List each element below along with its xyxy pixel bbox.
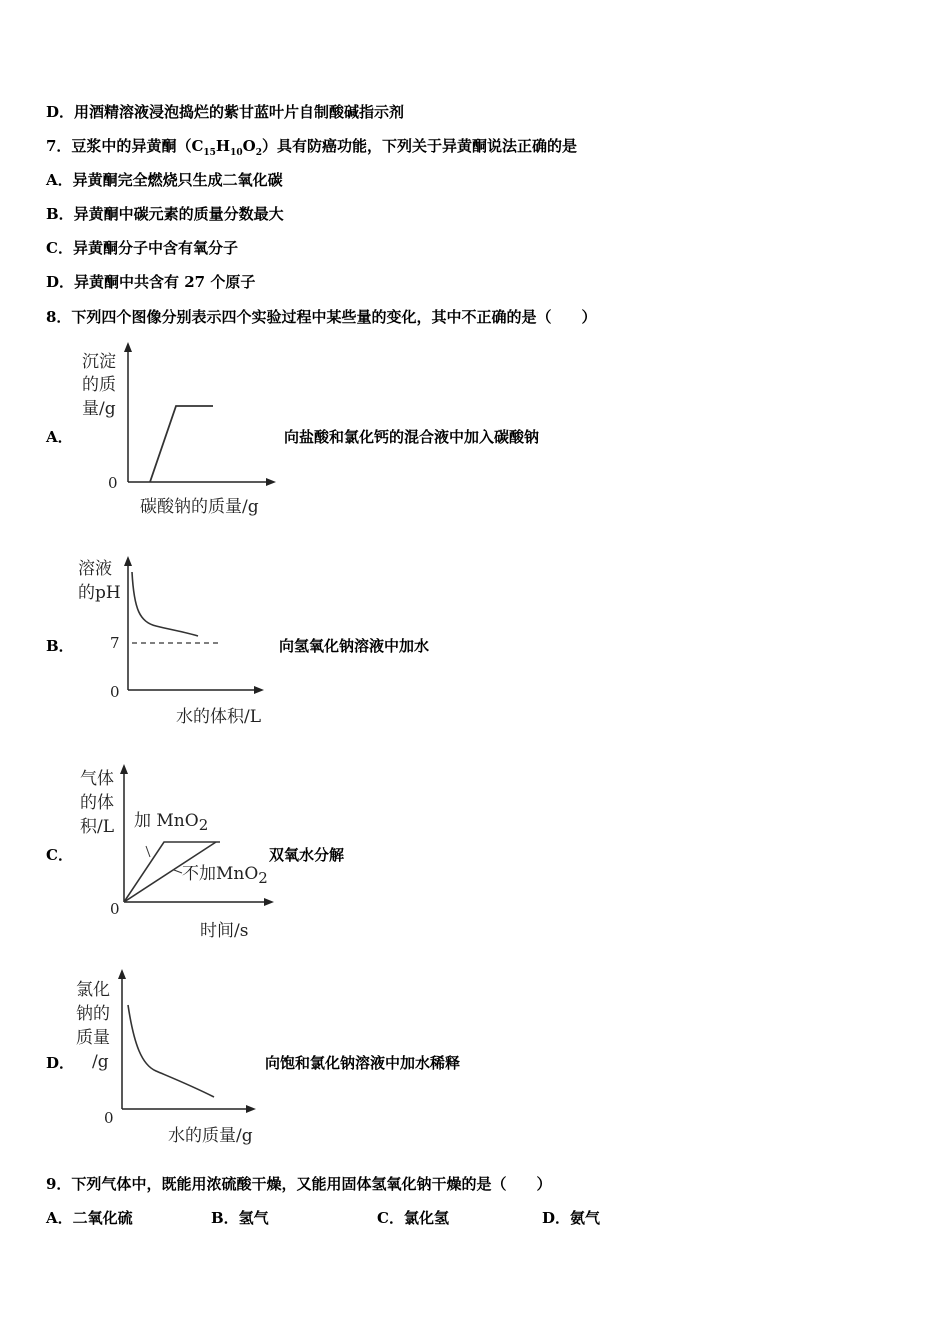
graph-a-ylabel-2: 的质 bbox=[82, 375, 116, 395]
graph-a-xlabel: 碳酸钠的质量/g bbox=[140, 497, 259, 517]
graph-c-xlabel: 时间/s bbox=[200, 921, 249, 941]
graph-c-x-arrow bbox=[264, 898, 274, 906]
graph-d-x-arrow bbox=[246, 1105, 256, 1113]
graph-b-xlabel: 水的体积/L bbox=[176, 707, 262, 727]
graph-c-curve-label-2: 不加MnO2 bbox=[182, 864, 268, 887]
q8-option-c-description: 双氧水分解 bbox=[269, 846, 345, 864]
q8-graph-c bbox=[70, 760, 290, 945]
graph-a-ylabel-3: 量/g bbox=[82, 399, 116, 419]
q8-option-d-label: D． bbox=[46, 1054, 75, 1072]
q7-stem-prefix: 7．豆浆中的异黄酮（C bbox=[46, 137, 204, 155]
graph-d-curve bbox=[128, 1005, 214, 1097]
graph-a-y-arrow bbox=[124, 342, 132, 352]
q7-option-c: C．异黄酮分子中含有氧分子 bbox=[46, 239, 238, 257]
q8-graph-a bbox=[70, 340, 290, 525]
q7-sub-2: 10 bbox=[230, 148, 243, 158]
graph-c-ylabel-3: 积/L bbox=[80, 817, 115, 837]
graph-b-ylabel-2: 的pH bbox=[78, 583, 121, 603]
graph-a-ylabel-1: 沉淀 bbox=[82, 352, 116, 372]
graph-a-curve bbox=[150, 406, 213, 482]
graph-b-tick-7: 7 bbox=[110, 634, 120, 652]
q7-mid-2: O bbox=[242, 137, 256, 155]
graph-c-curve-label-1: 加 MnO2 bbox=[134, 811, 209, 834]
graph-a-origin: 0 bbox=[108, 474, 118, 492]
q7-mid-1: H bbox=[215, 137, 231, 155]
q9-option-d: D．氨气 bbox=[542, 1209, 601, 1227]
graph-d-y-arrow bbox=[118, 969, 126, 979]
q7-option-d: D．异黄酮中共含有 27 个原子 bbox=[46, 273, 256, 291]
graph-c-pointer-1 bbox=[146, 846, 150, 857]
q7-option-a: A．异黄酮完全燃烧只生成二氧化碳 bbox=[46, 171, 283, 189]
graph-c-pointer-2 bbox=[174, 870, 182, 873]
q7-sub-3: 2 bbox=[255, 148, 262, 158]
graph-c-origin: 0 bbox=[110, 900, 120, 918]
q7-stem bbox=[46, 136, 577, 163]
q7-stem-suffix: ）具有防癌功能，下列关于异黄酮说法正确的是 bbox=[261, 137, 577, 155]
graph-d-ylabel-3: 质量 bbox=[76, 1028, 110, 1048]
graph-d-xlabel: 水的质量/g bbox=[168, 1126, 253, 1146]
q7-sub-1: 15 bbox=[203, 148, 216, 158]
q8-graph-b bbox=[70, 550, 290, 735]
q8-option-a-description: 向盐酸和氯化钙的混合液中加入碳酸钠 bbox=[284, 428, 540, 446]
q7-option-b: B．异黄酮中碳元素的质量分数最大 bbox=[46, 205, 284, 223]
graph-d-ylabel-2: 钠的 bbox=[76, 1004, 110, 1024]
graph-c-y-arrow bbox=[120, 764, 128, 774]
graph-b-x-arrow bbox=[254, 686, 264, 694]
graph-b-origin: 0 bbox=[110, 683, 120, 701]
q9-option-a: A．二氧化硫 bbox=[46, 1209, 133, 1227]
q8-option-c-label: C． bbox=[46, 846, 73, 864]
graph-d-ylabel-1: 氯化 bbox=[76, 980, 110, 1000]
graph-b-ylabel-1: 溶液 bbox=[78, 559, 112, 579]
q8-option-d-description: 向饱和氯化钠溶液中加水稀释 bbox=[265, 1054, 461, 1072]
q8-option-b-description: 向氢氧化钠溶液中加水 bbox=[279, 637, 430, 655]
q8-stem: 8．下列四个图像分别表示四个实验过程中某些量的变化，其中不正确的是（ ） bbox=[46, 308, 597, 326]
q9-option-c: C．氯化氢 bbox=[377, 1209, 449, 1227]
graph-c-ylabel-2: 的体 bbox=[80, 793, 114, 813]
q8-option-a-label: A． bbox=[46, 428, 73, 446]
graph-d-ylabel-4: /g bbox=[92, 1052, 109, 1072]
graph-b-curve bbox=[132, 572, 198, 636]
q8-graph-d bbox=[70, 965, 290, 1155]
q9-stem: 9．下列气体中，既能用浓硫酸干燥，又能用固体氢氧化钠干燥的是（ ） bbox=[46, 1175, 552, 1193]
graph-b-y-arrow bbox=[124, 556, 132, 566]
q9-option-b: B．氢气 bbox=[211, 1209, 269, 1227]
graph-a-x-arrow bbox=[266, 478, 276, 486]
q6-option-d: D．用酒精溶液浸泡捣烂的紫甘蓝叶片自制酸碱指示剂 bbox=[46, 103, 405, 121]
q8-option-b-label: B． bbox=[46, 637, 74, 655]
graph-d-origin: 0 bbox=[104, 1109, 114, 1127]
graph-c-ylabel-1: 气体 bbox=[80, 769, 114, 789]
